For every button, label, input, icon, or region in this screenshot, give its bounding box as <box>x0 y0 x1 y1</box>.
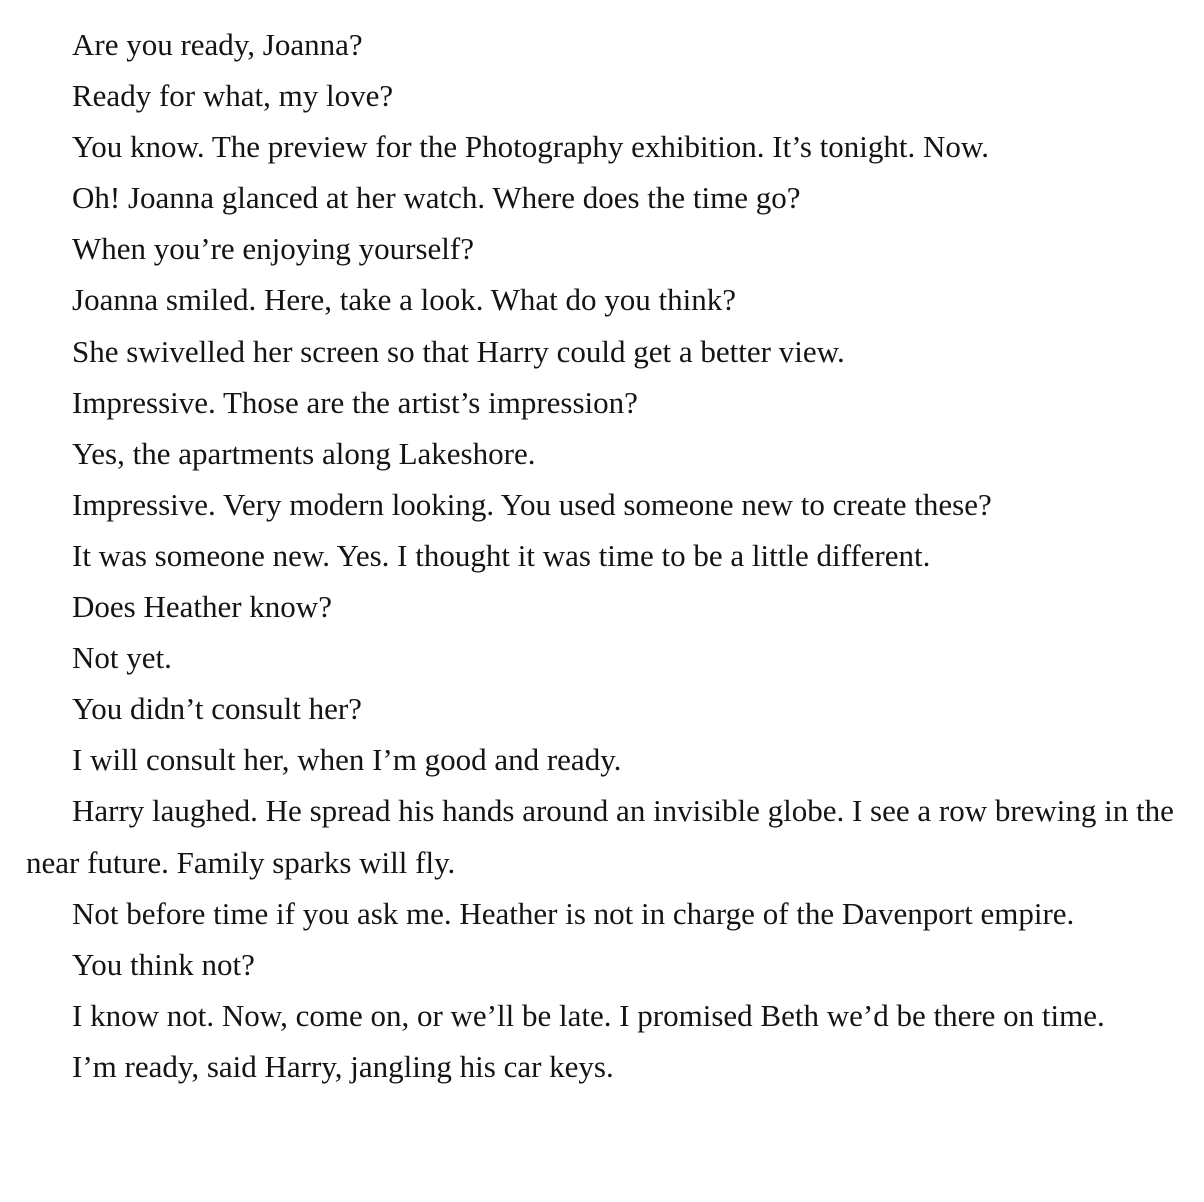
paragraph-19: I know not. Now, come on, or we’ll be late. I promised Beth we’d be there on time. <box>72 997 1105 1033</box>
paragraph-7: She swivelled her screen so that Harry could get a better view. <box>72 333 845 369</box>
paragraph-4: Oh! Joanna glanced at her watch. Where does the time go? <box>72 180 801 216</box>
paragraph-5: When you’re enjoying yourself? <box>72 231 475 267</box>
paragraph-10: Impressive. Very modern looking. You used someone new to create these? <box>72 486 992 522</box>
paragraph-12: Does Heather know? <box>72 589 332 625</box>
paragraph-11: It was someone new. Yes. I thought it was time to be a little different. <box>72 537 931 573</box>
paragraph-13: Not yet. <box>72 640 172 676</box>
paragraph-14: You didn’t consult her? <box>72 691 362 727</box>
paragraph-1: Are you ready, Joanna? <box>72 27 363 62</box>
paragraph-16: Harry laughed. He spread his hands around an invisible globe. I see a row brewing in the near future. Family sparks will fly. <box>26 793 1174 880</box>
paragraph-2: Ready for what, my love? <box>72 78 394 114</box>
paragraph-9: Yes, the apartments along Lakeshore. <box>72 435 536 471</box>
paragraph-3: You know. The preview for the Photography exhibition. It’s tonight. Now. <box>72 129 990 165</box>
paragraph-20: I’m ready, said Harry, jangling his car keys. <box>72 1048 614 1084</box>
paragraph-6: Joanna smiled. Here, take a look. What do you think? <box>72 282 737 318</box>
paragraph-15: I will consult her, when I’m good and ready. <box>72 742 622 778</box>
paragraph-8: Impressive. Those are the artist’s impression? <box>72 384 638 420</box>
paragraph-17: Not before time if you ask me. Heather is not in charge of the Davenport empire. <box>72 895 1075 931</box>
paragraph-18: You think not? <box>72 946 255 982</box>
